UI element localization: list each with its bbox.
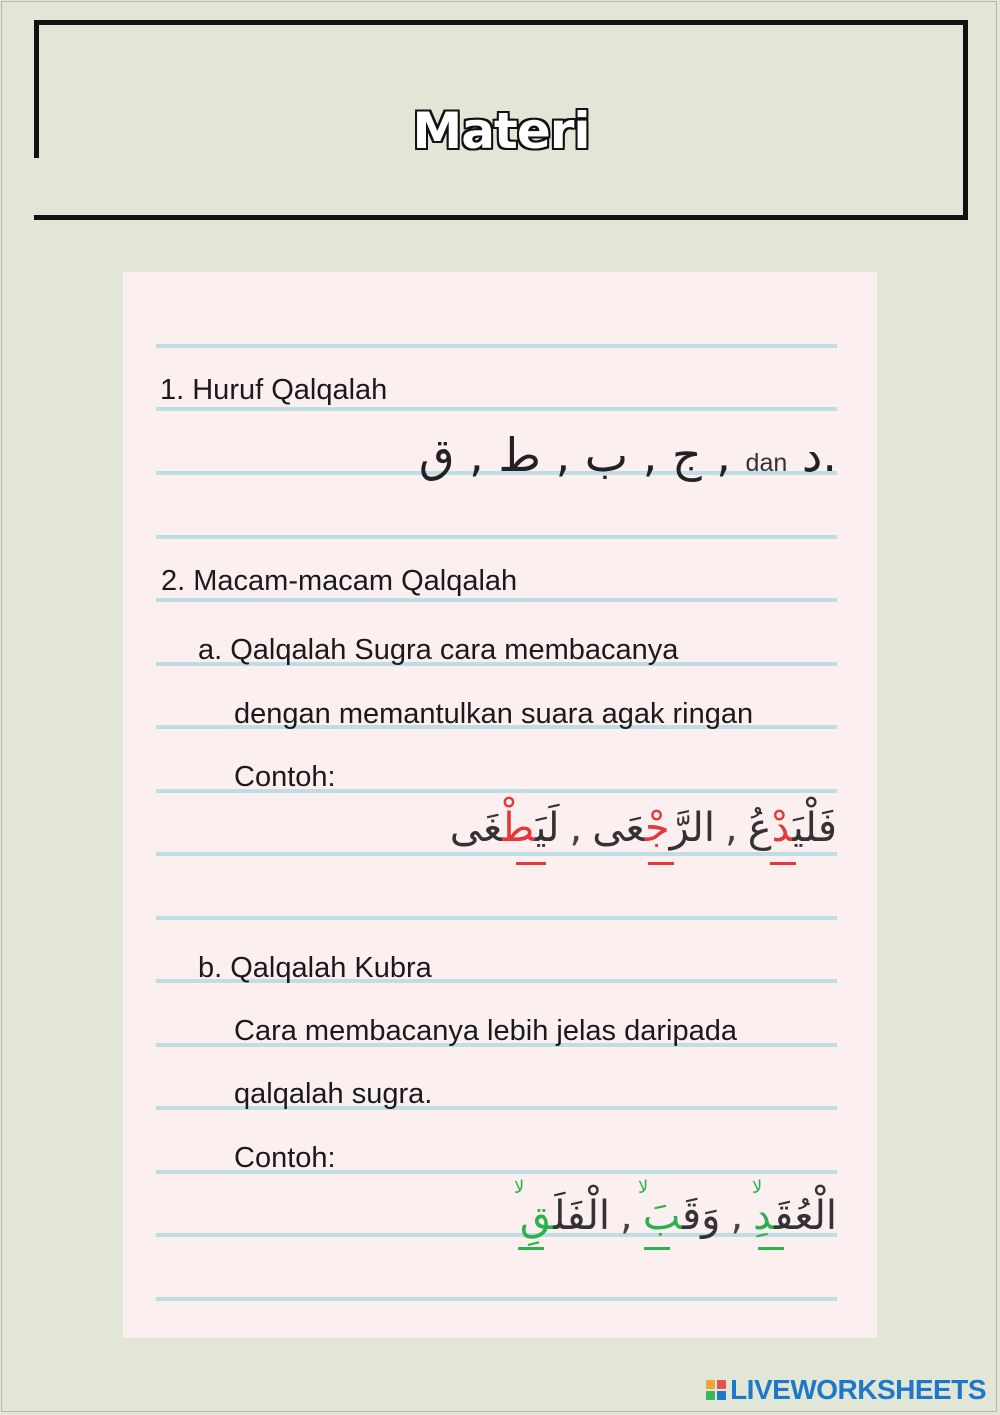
kubra-description-2: qalqalah sugra.	[234, 1078, 433, 1110]
qalqalah-letter-highlight: بَ	[642, 1193, 682, 1239]
example-word: الْعُقَدِ	[753, 1193, 837, 1239]
sugra-example-label: Contoh:	[234, 761, 336, 793]
section-2-heading: 2. Macam-macam Qalqalah	[161, 565, 518, 597]
ruled-line	[156, 1297, 837, 1301]
kubra-example-label: Contoh:	[234, 1142, 336, 1174]
qalqalah-letter-highlight: طْ	[502, 805, 536, 851]
example-word: الرَّجْعَى	[592, 805, 715, 851]
green-underline	[644, 1247, 670, 1250]
qalqalah-letters	[418, 428, 837, 482]
example-word: الْفَلَقِ	[519, 1193, 610, 1239]
arabic-letters: ج , ب , ط , ق ,	[418, 428, 731, 482]
liveworksheets-logo-icon	[706, 1380, 726, 1400]
ruled-line	[156, 916, 837, 920]
dan-word: dan	[745, 449, 788, 477]
ruled-line	[156, 852, 837, 856]
example-word: فَلْيَدْعُ	[747, 805, 837, 851]
qalqalah-letter-highlight: جْ	[644, 805, 670, 851]
ruled-line	[156, 598, 837, 602]
kubra-description-1: Cara membacanya lebih jelas daripada	[234, 1015, 737, 1047]
qalqalah-letter-highlight: قِ	[519, 1193, 554, 1239]
sugra-description: dengan memantulkan suara agak ringan	[234, 698, 754, 730]
section-1-heading: 1. Huruf Qalqalah	[160, 374, 388, 406]
ruled-line	[156, 344, 837, 348]
qalqalah-letter-highlight: دِ	[753, 1193, 775, 1239]
brand-text: LIVEWORKSHEETS	[730, 1374, 986, 1405]
ruled-line	[156, 407, 837, 411]
red-underline	[516, 862, 546, 865]
ruled-line	[156, 535, 837, 539]
arabic-last-letter: د.	[801, 428, 837, 482]
waqaf-mark: ﻻ	[514, 1177, 525, 1198]
sugra-heading: a. Qalqalah Sugra cara membacanya	[198, 634, 679, 666]
red-underline	[770, 862, 796, 865]
sugra-examples: فَلْيَدْعُ,الرَّجْعَى,لَيَطْغَى	[449, 805, 837, 851]
kubra-heading: b. Qalqalah Kubra	[198, 952, 432, 984]
example-word: وَقَبَ	[642, 1193, 721, 1239]
liveworksheets-brand[interactable]	[706, 1375, 986, 1405]
qalqalah-letter-highlight: دْ	[771, 805, 793, 851]
green-underline	[758, 1247, 784, 1250]
page-title: Materi	[412, 102, 590, 160]
example-word: لَيَطْغَى	[449, 805, 560, 851]
red-underline	[648, 862, 674, 865]
kubra-examples: الْعُقَدِ,وَقَبَ,الْفَلَقِ	[519, 1193, 837, 1239]
title-box	[34, 20, 968, 220]
green-underline	[518, 1247, 544, 1250]
waqaf-mark: ﻻ	[752, 1177, 763, 1198]
waqaf-mark: ﻻ	[638, 1177, 649, 1198]
